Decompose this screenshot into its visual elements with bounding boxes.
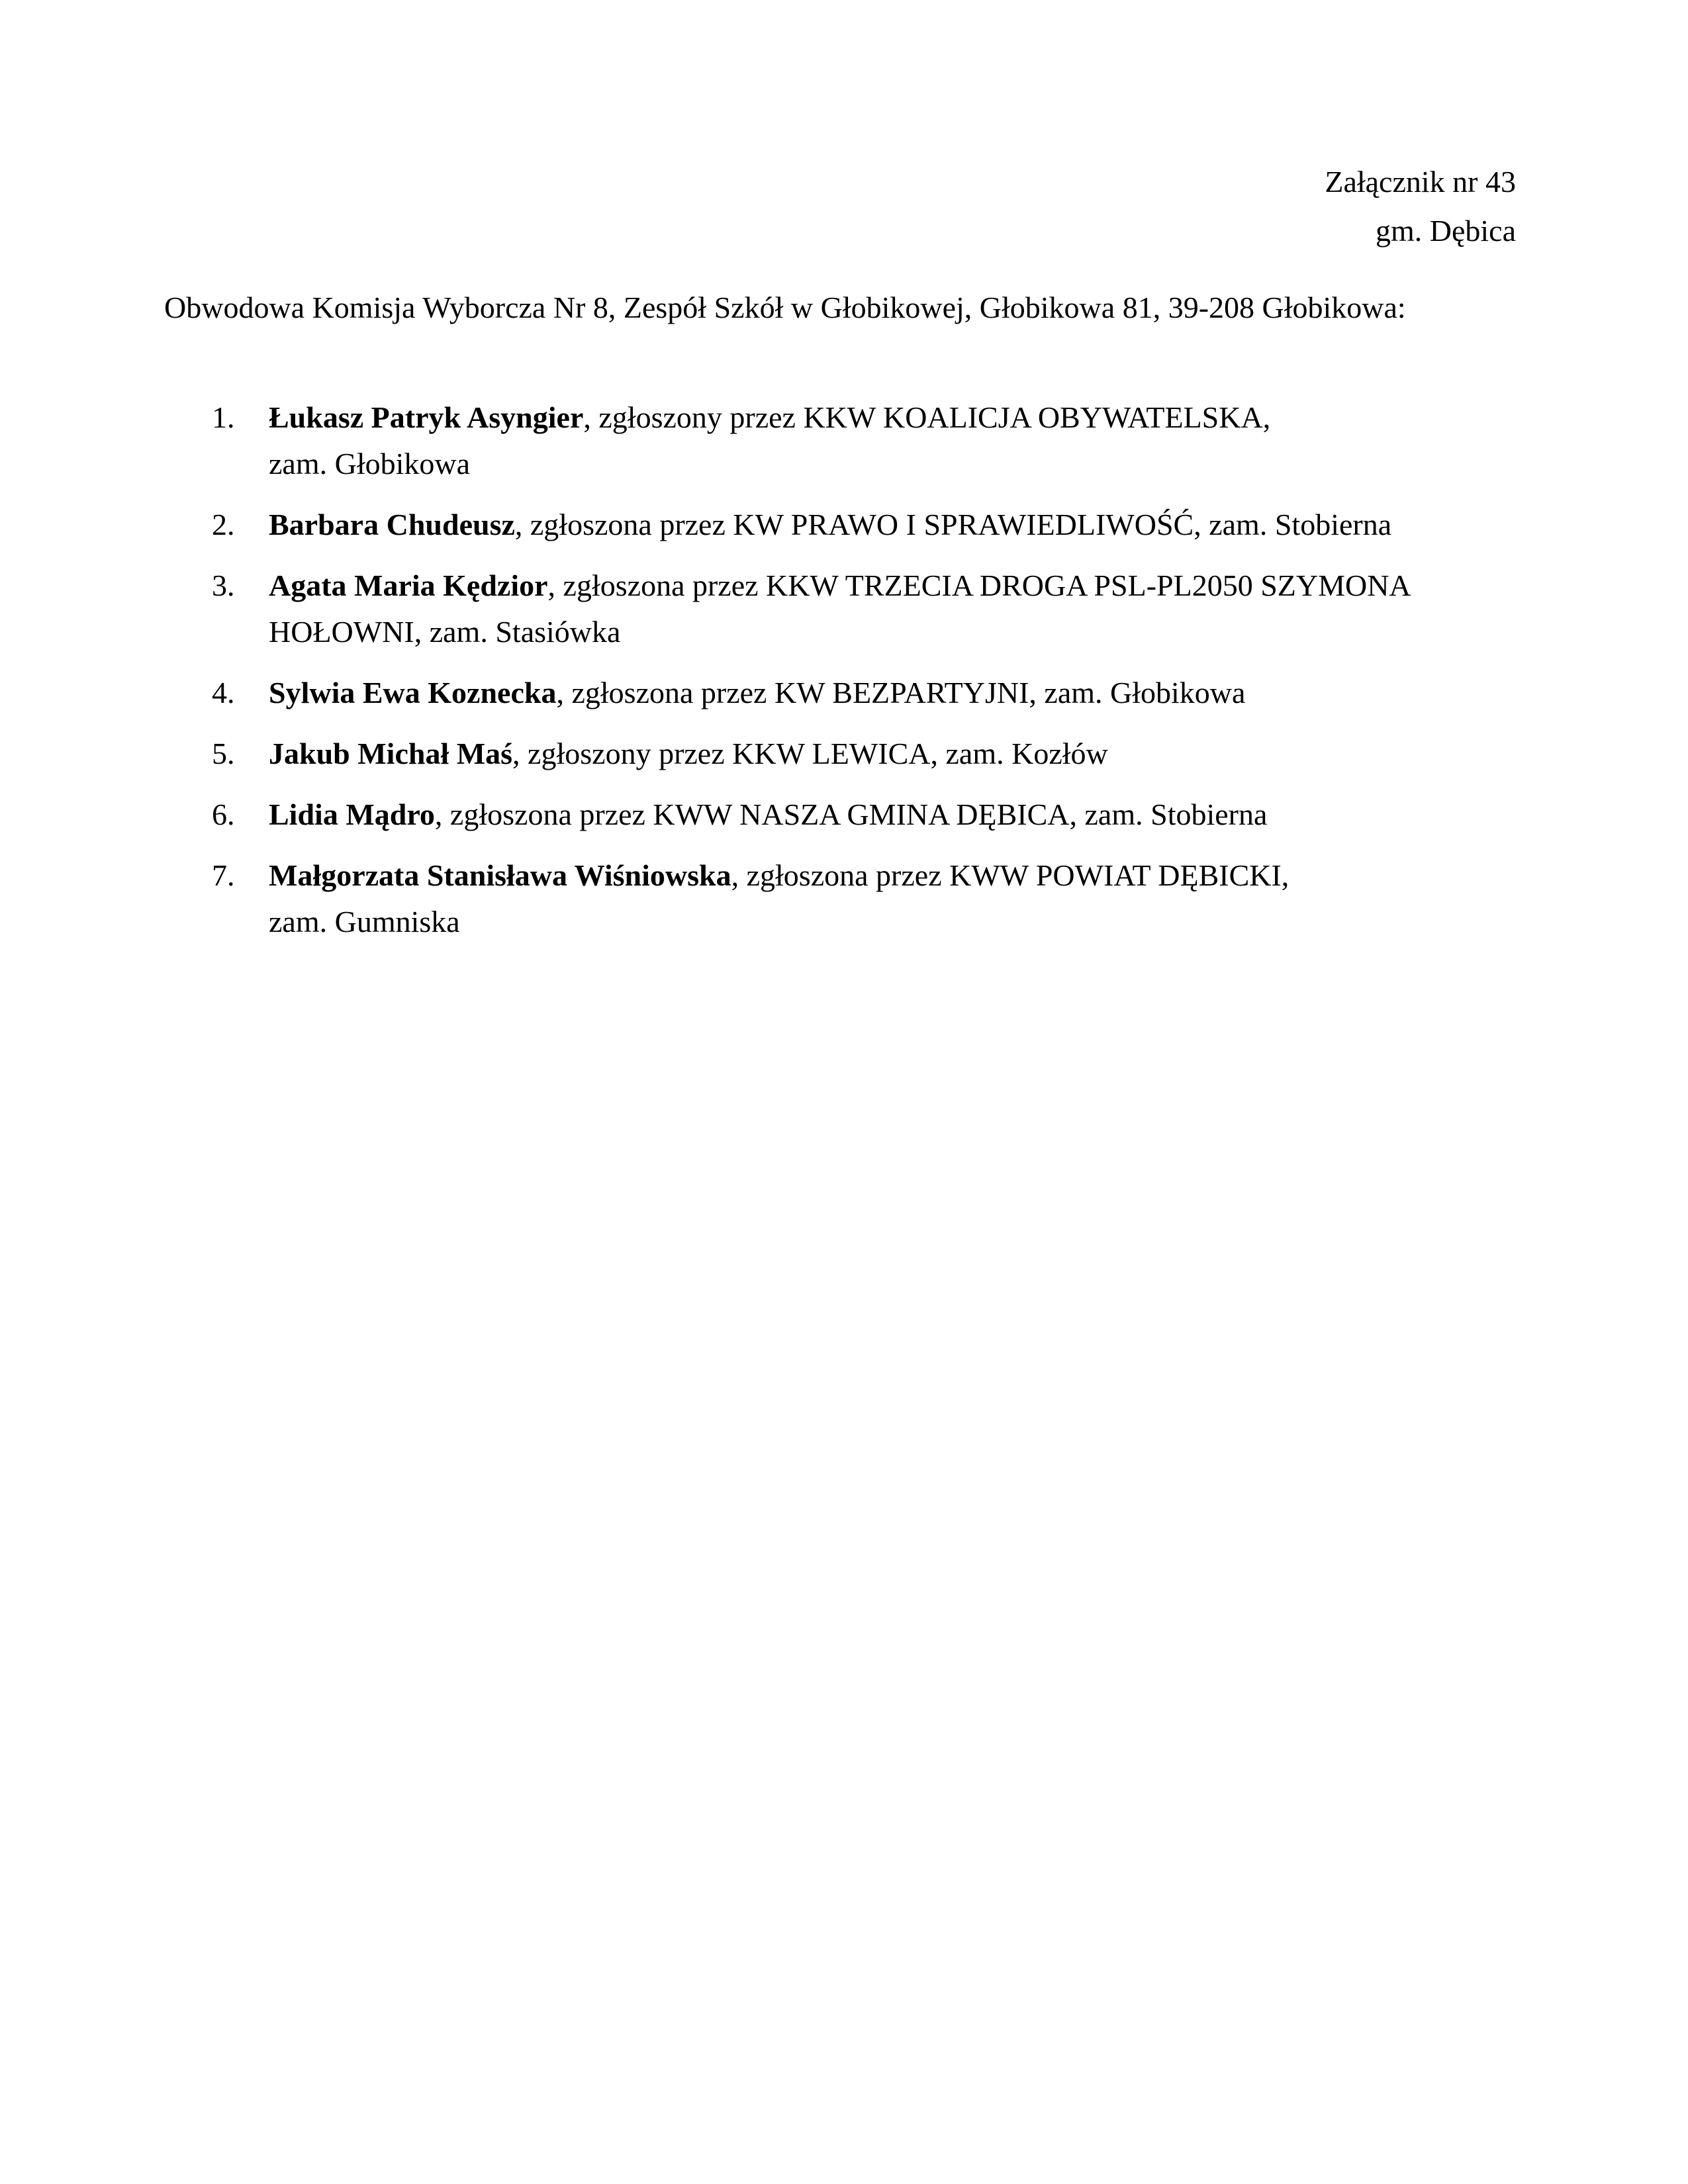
member-details: , zgłoszony przez KKW KOALICJA OBYWATELSKA,	[583, 400, 1271, 434]
member-details: , zgłoszona przez KW PRAWO I SPRAWIEDLIWOŚĆ, zam. Stobierna	[514, 508, 1392, 541]
item-number: 3.	[212, 569, 235, 602]
item-number: 6.	[212, 797, 235, 831]
list-item	[212, 792, 1509, 838]
member-name: Sylwia Ewa Koznecka	[269, 676, 557, 709]
list-item	[212, 563, 1509, 655]
member-residence: zam. Gumniska	[269, 905, 460, 938]
municipality: gm. Dębica	[1375, 214, 1516, 248]
list-item	[212, 731, 1509, 777]
annex-number: Załącznik nr 43	[1325, 165, 1516, 199]
member-name: Małgorzata Stanisława Wiśniowska	[269, 858, 731, 892]
member-name: Agata Maria Kędzior	[269, 569, 548, 602]
commission-title: Obwodowa Komisja Wyborcza Nr 8, Zespół Szkół w Głobikowej, Głobikowa 81, 39-208 Głobikowa:	[164, 291, 1406, 324]
list-item	[212, 502, 1509, 548]
member-details: , zgłoszony przez KKW LEWICA, zam. Kozłów	[512, 737, 1108, 770]
list-item	[212, 670, 1509, 716]
list-item	[212, 394, 1509, 487]
member-residence: HOŁOWNI, zam. Stasiówka	[269, 615, 621, 649]
member-name: Jakub Michał Maś	[269, 737, 513, 770]
item-number: 2.	[212, 508, 235, 541]
member-name: Łukasz Patryk Asyngier	[269, 400, 584, 434]
item-number: 7.	[212, 858, 235, 892]
item-number: 5.	[212, 737, 235, 770]
member-details: , zgłoszona przez KWW NASZA GMINA DĘBICA, zam. Stobierna	[434, 797, 1268, 831]
member-name: Lidia Mądro	[269, 797, 435, 831]
member-details: , zgłoszona przez KKW TRZECIA DROGA PSL-PL2050 SZYMONA	[547, 569, 1411, 602]
list-item	[212, 852, 1509, 945]
member-details: , zgłoszona przez KW BEZPARTYJNI, zam. Głobikowa	[556, 676, 1246, 709]
item-number: 4.	[212, 676, 235, 709]
member-residence: zam. Głobikowa	[269, 447, 471, 480]
annex-header	[1325, 158, 1516, 255]
member-details: , zgłoszona przez KWW POWIAT DĘBICKI,	[731, 858, 1289, 892]
member-list	[212, 394, 1509, 960]
member-name: Barbara Chudeusz	[269, 508, 515, 541]
item-number: 1.	[212, 400, 235, 434]
